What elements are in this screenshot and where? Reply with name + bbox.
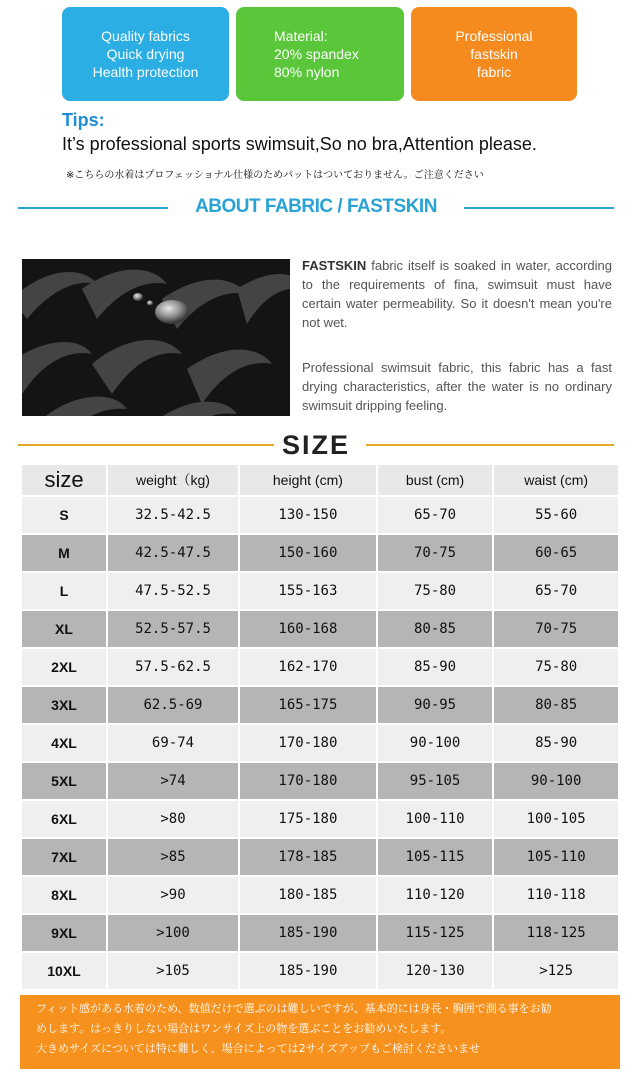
weight-cell: >80 (108, 801, 238, 837)
size-row (22, 687, 618, 723)
fabric-photo (22, 259, 290, 416)
waist-cell: 70-75 (494, 611, 618, 647)
size-cell: XL (22, 611, 106, 647)
feature-line: 20% spandex (274, 46, 359, 62)
bust-cell: 75-80 (378, 573, 492, 609)
size-cell: 6XL (22, 801, 106, 837)
header-weight: weight（kg) (108, 465, 238, 495)
waist-cell: 60-65 (494, 535, 618, 571)
bust-cell: 90-95 (378, 687, 492, 723)
height-cell: 178-185 (240, 839, 376, 875)
feature-line: 80% nylon (274, 64, 340, 80)
feature-line: Professional (455, 28, 533, 44)
size-row (22, 497, 618, 533)
waist-cell: 55-60 (494, 497, 618, 533)
size-row (22, 535, 618, 571)
waist-cell: 110-118 (494, 877, 618, 913)
waist-cell: 65-70 (494, 573, 618, 609)
weight-cell: >100 (108, 915, 238, 951)
height-cell: 170-180 (240, 725, 376, 761)
weight-cell: 32.5-42.5 (108, 497, 238, 533)
fabric-description-1-text: fabric itself is soaked in water, according to the requirements of fina, swimsuit must have certain water permeability. So it doesn't mean you're not wet. (302, 258, 612, 330)
height-cell: 155-163 (240, 573, 376, 609)
fabric-heading: ABOUT FABRIC / FASTSKIN (195, 196, 437, 217)
feature-box-fastskin (411, 7, 577, 101)
header-size: size (22, 465, 106, 495)
feature-line: Health protection (92, 64, 199, 80)
weight-cell: >85 (108, 839, 238, 875)
water-drop (147, 301, 153, 306)
size-cell: 9XL (22, 915, 106, 951)
water-drop (133, 293, 143, 301)
feature-box-material (236, 7, 404, 101)
waist-cell: 118-125 (494, 915, 618, 951)
weight-cell: 57.5-62.5 (108, 649, 238, 685)
size-row (22, 839, 618, 875)
waist-cell: 80-85 (494, 687, 618, 723)
size-advice-banner (20, 995, 620, 1069)
size-row (22, 725, 618, 761)
banner-line: フィット感がある水着のため、数値だけで選ぶのは難しいですが、基本的には身長・胸囲で測る事をお勧 (36, 1002, 552, 1015)
jp-note: ※こちらの水着はプロフェッショナル仕様のためパットはついておりません。ご注意ください (66, 170, 484, 181)
banner-line: 大きめサイズについては特に難しく、場合によっては2サイズアップもご検討くださいませ (36, 1042, 481, 1055)
fabric-heading-row (18, 196, 614, 220)
feature-boxes (62, 7, 577, 101)
size-row (22, 877, 618, 913)
weight-cell: >74 (108, 763, 238, 799)
height-cell: 130-150 (240, 497, 376, 533)
feature-line: fabric (476, 64, 512, 80)
bust-cell: 95-105 (378, 763, 492, 799)
banner-line: めします。はっきりしない場合はワンサイズ上の物を選ぶことをお勧めいたします。 (36, 1022, 452, 1035)
size-cell: 3XL (22, 687, 106, 723)
size-cell: 7XL (22, 839, 106, 875)
bust-cell: 90-100 (378, 725, 492, 761)
waist-cell: 75-80 (494, 649, 618, 685)
height-cell: 170-180 (240, 763, 376, 799)
height-cell: 160-168 (240, 611, 376, 647)
tips-text: It’s professional sports swimsuit,So no bra,Attention please. (62, 134, 537, 154)
size-cell: 5XL (22, 763, 106, 799)
height-cell: 150-160 (240, 535, 376, 571)
height-cell: 175-180 (240, 801, 376, 837)
size-cell: 4XL (22, 725, 106, 761)
weight-cell: 62.5-69 (108, 687, 238, 723)
feature-line: Material: (274, 28, 328, 44)
size-row (22, 915, 618, 951)
size-row (22, 611, 618, 647)
weight-cell: 47.5-52.5 (108, 573, 238, 609)
waist-cell: 105-110 (494, 839, 618, 875)
size-row (22, 801, 618, 837)
waist-cell: 90-100 (494, 763, 618, 799)
size-table-header (22, 465, 618, 495)
feature-line: Quick drying (106, 46, 185, 62)
header-height: height (cm) (240, 465, 376, 495)
bust-cell: 65-70 (378, 497, 492, 533)
height-cell: 185-190 (240, 953, 376, 989)
fabric-description-1 (302, 256, 612, 332)
bust-cell: 100-110 (378, 801, 492, 837)
size-table (20, 463, 620, 991)
waist-cell: >125 (494, 953, 618, 989)
size-cell: L (22, 573, 106, 609)
waist-cell: 100-105 (494, 801, 618, 837)
bust-cell: 80-85 (378, 611, 492, 647)
fastskin-label: FASTSKIN (302, 258, 367, 273)
size-row (22, 649, 618, 685)
bust-cell: 110-120 (378, 877, 492, 913)
height-cell: 162-170 (240, 649, 376, 685)
bust-cell: 115-125 (378, 915, 492, 951)
feature-line: Quality fabrics (101, 28, 190, 44)
size-cell: 8XL (22, 877, 106, 913)
height-cell: 180-185 (240, 877, 376, 913)
bust-cell: 85-90 (378, 649, 492, 685)
waist-cell: 85-90 (494, 725, 618, 761)
size-row (22, 573, 618, 609)
size-cell: 10XL (22, 953, 106, 989)
header-waist: waist (cm) (494, 465, 618, 495)
size-row (22, 953, 618, 989)
size-heading-row (18, 430, 614, 460)
header-bust: bust (cm) (378, 465, 492, 495)
feature-box-quality (62, 7, 229, 101)
bust-cell: 105-115 (378, 839, 492, 875)
bust-cell: 70-75 (378, 535, 492, 571)
weight-cell: >90 (108, 877, 238, 913)
weight-cell: 69-74 (108, 725, 238, 761)
weight-cell: 52.5-57.5 (108, 611, 238, 647)
size-cell: 2XL (22, 649, 106, 685)
weight-cell: >105 (108, 953, 238, 989)
water-drop (155, 300, 189, 324)
feature-line: fastskin (470, 46, 518, 62)
weight-cell: 42.5-47.5 (108, 535, 238, 571)
bust-cell: 120-130 (378, 953, 492, 989)
size-row (22, 763, 618, 799)
tips-title: Tips: (62, 110, 105, 130)
height-cell: 185-190 (240, 915, 376, 951)
size-cell: M (22, 535, 106, 571)
height-cell: 165-175 (240, 687, 376, 723)
size-heading: SIZE (281, 430, 350, 460)
fabric-description-2: Professional swimsuit fabric, this fabric has a fast drying characteristics, after the water is no ordinary swimsuit dripping feeling. (302, 360, 612, 413)
size-cell: S (22, 497, 106, 533)
